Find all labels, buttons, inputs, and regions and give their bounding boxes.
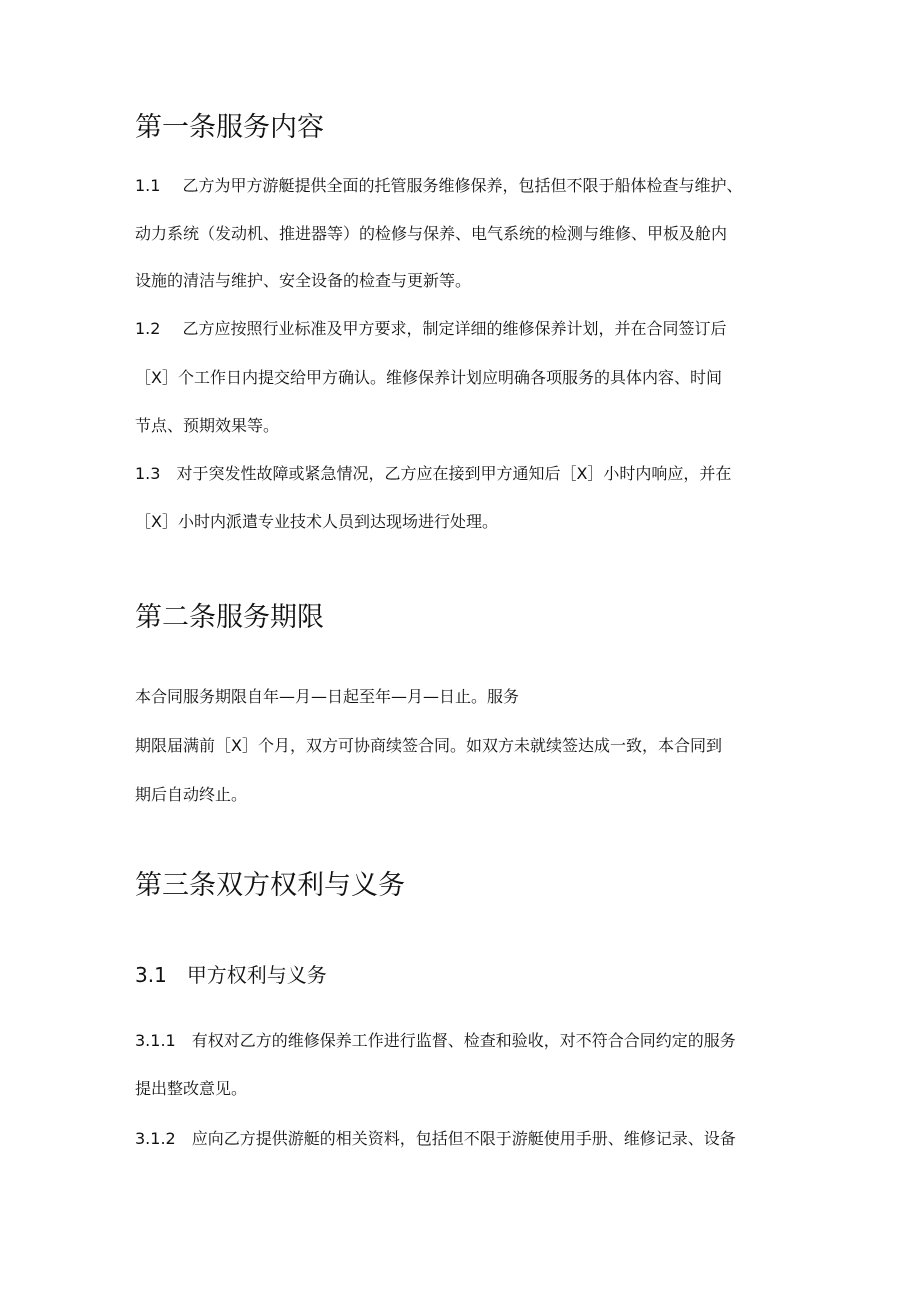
clause-1-2-line-2: ［X］个工作日内提交给甲方确认。维修保养计划应明确各项服务的具体内容、时间 <box>135 368 722 387</box>
clause-3-1-1-line-1 <box>135 1030 736 1052</box>
clause-1-1-line-2: 动力系统（发动机、推进器等）的检修与保养、电气系统的检测与维修、甲板及舱内 <box>135 224 728 243</box>
section-2-title: 第二条服务期限 <box>135 602 324 633</box>
term-line-3: 期后自动终止。 <box>135 785 248 804</box>
clause-1-2-line-1 <box>135 318 726 340</box>
clause-1-1-line-1 <box>135 175 742 197</box>
term-line-2: 期限届满前［X］个月，双方可协商续签合同。如双方未就续签达成一致，本合同到 <box>135 736 722 755</box>
clause-1-1-number: 1.1 <box>135 176 161 195</box>
clause-3-1-2-number: 3.1.2 <box>135 1129 176 1148</box>
clause-1-2-number: 1.2 <box>135 319 161 338</box>
clause-1-3-number: 1.3 <box>135 464 161 483</box>
subsection-3-1-title: 甲方权利与义务 <box>186 963 327 987</box>
term-line-1: 本合同服务期限自年—月—日起至年—月—日止。服务 <box>135 687 520 706</box>
subsection-3-1-number: 3.1 <box>135 963 167 987</box>
clause-1-1-line-3: 设施的清洁与维护、安全设备的检查与更新等。 <box>135 271 472 290</box>
clause-1-3-line-1 <box>135 463 731 485</box>
subsection-3-1-heading <box>135 962 327 988</box>
clause-3-1-1-number: 3.1.1 <box>135 1031 176 1050</box>
clause-3-1-1-line-2: 提出整改意见。 <box>135 1079 248 1098</box>
clause-1-3-text-1: 对于突发性故障或紧急情况，乙方应在接到甲方通知后［X］小时内响应，并在 <box>176 464 732 483</box>
clause-3-1-2-line-1 <box>135 1128 736 1150</box>
clause-3-1-2-text-1: 应向乙方提供游艇的相关资料，包括但不限于游艇使用手册、维修记录、设备 <box>191 1129 736 1148</box>
section-3-title: 第三条双方权利与义务 <box>135 870 405 901</box>
clause-1-2-text-1: 乙方应按照行业标准及甲方要求，制定详细的维修保养计划，并在合同签订后 <box>182 319 727 338</box>
clause-1-3-line-2: ［X］小时内派遣专业技术人员到达现场进行处理。 <box>135 512 498 531</box>
clause-3-1-1-text-1: 有权对乙方的维修保养工作进行监督、检查和验收，对不符合合同约定的服务 <box>191 1031 736 1050</box>
clause-1-2-line-3: 节点、预期效果等。 <box>135 416 280 435</box>
clause-1-1-text-1: 乙方为甲方游艇提供全面的托管服务维修保养，包括但不限于船体检查与维护、 <box>182 176 743 195</box>
section-1-title: 第一条服务内容 <box>135 112 324 143</box>
